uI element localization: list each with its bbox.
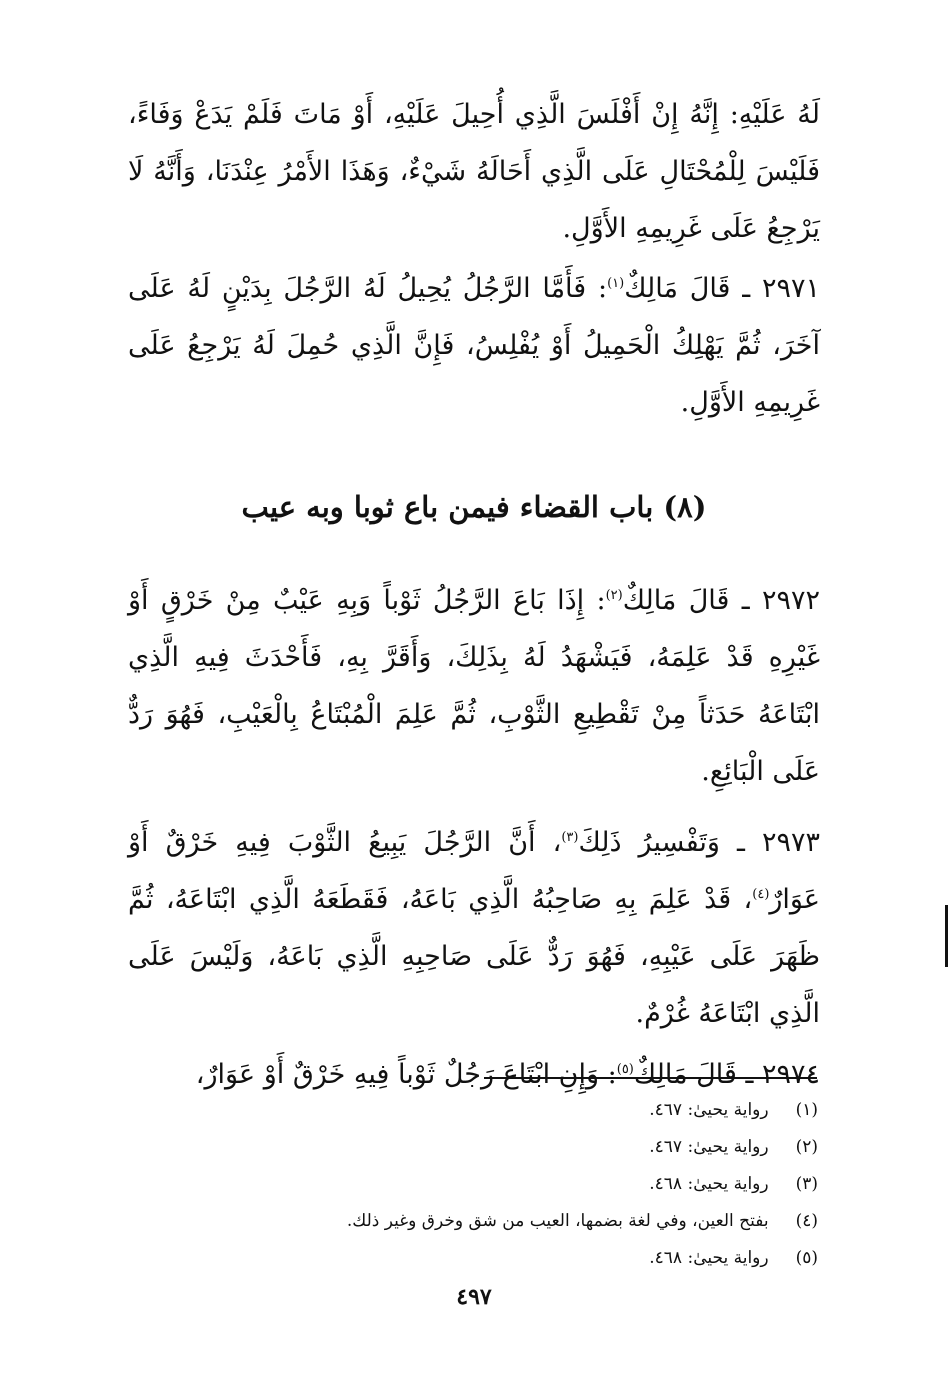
footnotes	[218, 1092, 818, 1277]
paragraph-2972	[128, 572, 820, 800]
paragraph-lead: قَالَ مَالِكٌ	[633, 1059, 737, 1090]
footnote-reference[interactable]: (٣)	[561, 830, 579, 845]
paragraph-number: ٢٩٧٣ ـ	[736, 827, 820, 858]
footnote-text: رواية يحيىٰ: ٤٦٨.	[649, 1174, 769, 1194]
paragraph-continuation: لَهُ عَلَيْهِ: إِنَّهُ إِنْ أَفْلَسَ الَّذِي أُحِيلَ عَلَيْهِ، أَوْ مَاتَ فَلَمْ يَدَعْ وَفَاءً، فَلَيْسَ لِلْمُحْتَالِ عَلَى الَّذِي أَحَالَهُ شَيْءٌ، وَهَذَا الأَمْرُ عِنْدَنَا، وَأَنَّهُ لَا يَرْجِعُ عَلَى غَرِيمِهِ الأَوَّلِ.	[128, 99, 820, 244]
paragraph-lead: قَالَ مَالِكٌ	[624, 273, 731, 304]
footnote-item	[218, 1203, 818, 1240]
page-number: ٤٩٧	[456, 1284, 492, 1310]
chapter-heading: (٨) باب القضاء فيمن باع ثوبا وبه عيب	[241, 490, 707, 524]
paragraph-2971	[128, 260, 820, 431]
footnote-text: بفتح العين، وفي لغة بضمها، العيب من شق وخرق وغير ذلك.	[346, 1211, 769, 1231]
footnote-mark: (٤)	[795, 1211, 818, 1231]
footnote-mark: (٢)	[795, 1137, 818, 1157]
paragraph-text: ، أَنَّ الرَّجُلَ يَبِيعُ الثَّوْبَ فِيهِ خَرْقٌ أَوْ عَوَارٌ	[128, 827, 820, 915]
paragraph-number: ٢٩٧٤ ـ	[745, 1059, 820, 1090]
footnote-reference[interactable]: (٢)	[605, 588, 623, 603]
footnote-reference[interactable]: (٥)	[616, 1062, 634, 1077]
paragraph-text: : وَإِنِ ابْتَاعَ رَجُلٌ ثَوْباً فِيهِ خَرْقٌ أَوْ عَوَارٌ،	[195, 1059, 617, 1090]
paragraph-lead: وَتَفْسِيرُ ذَلِكَ	[578, 827, 720, 858]
footnote-item	[218, 1092, 818, 1129]
footnote-reference[interactable]: (٤)	[752, 887, 770, 902]
paragraph-number: ٢٩٧١ ـ	[742, 273, 821, 304]
paragraph-number: ٢٩٧٢ ـ	[741, 585, 820, 616]
footnote-mark: (٥)	[795, 1248, 818, 1268]
bottom-text-block	[128, 572, 820, 1103]
footnote-mark: (١)	[795, 1100, 818, 1120]
paragraph-lead: قَالَ مَالِكٌ	[622, 585, 730, 616]
footnote-text: رواية يحيىٰ: ٤٦٧.	[649, 1137, 769, 1157]
top-text-block	[128, 86, 820, 431]
footnote-separator	[484, 1077, 817, 1079]
footnote-item	[218, 1129, 818, 1166]
paragraph-text: : فَأَمَّا الرَّجُلُ يُحِيلُ لَهُ الرَّجُلَ بِدَيْنٍ لَهُ عَلَى آخَرَ، ثُمَّ يَهْلِكُ الْحَمِيلُ أَوْ يُفْلِسُ، فَإِنَّ الَّذِي حُمِلَ لَهُ يَرْجِعُ عَلَى غَرِيمِهِ الأَوَّلِ.	[128, 273, 820, 418]
footnote-item	[218, 1240, 818, 1277]
footnote-mark: (٣)	[795, 1174, 818, 1194]
paragraph-text: : إِذَا بَاعَ الرَّجُلُ ثَوْباً وَبِهِ عَيْبٌ مِنْ خَرْقٍ أَوْ غَيْرِهِ قَدْ عَلِمَهُ، فَيَشْهَدُ لَهُ بِذَلِكَ، وَأَقَرَّ بِهِ، فَأَحْدَثَ فِيهِ الَّذِي ابْتَاعَهُ حَدَثاً مِنْ تَقْطِيعِ الثَّوْبِ، ثُمَّ عَلِمَ الْمُبْتَاعُ بِالْعَيْبِ، فَهُوَ رَدٌّ عَلَى الْبَائِعِ.	[128, 585, 820, 787]
paragraph-text: ، قَدْ عَلِمَ بِهِ صَاحِبُهُ الَّذِي بَاعَهُ، فَقَطَعَهُ الَّذِي ابْتَاعَهُ، ثُمَّ ظَهَرَ عَلَى عَيْبِهِ، فَهُوَ رَدٌّ عَلَى صَاحِبِهِ الَّذِي بَاعَهُ، وَلَيْسَ عَلَى الَّذِي ابْتَاعَهُ غُرْمٌ.	[128, 884, 820, 1029]
footnote-text: رواية يحيىٰ: ٤٦٧.	[649, 1100, 769, 1120]
footnote-item	[218, 1166, 818, 1203]
footnote-text: رواية يحيىٰ: ٤٦٨.	[649, 1248, 769, 1268]
paragraph-2973	[128, 814, 820, 1042]
footnote-reference[interactable]: (١)	[607, 276, 625, 291]
